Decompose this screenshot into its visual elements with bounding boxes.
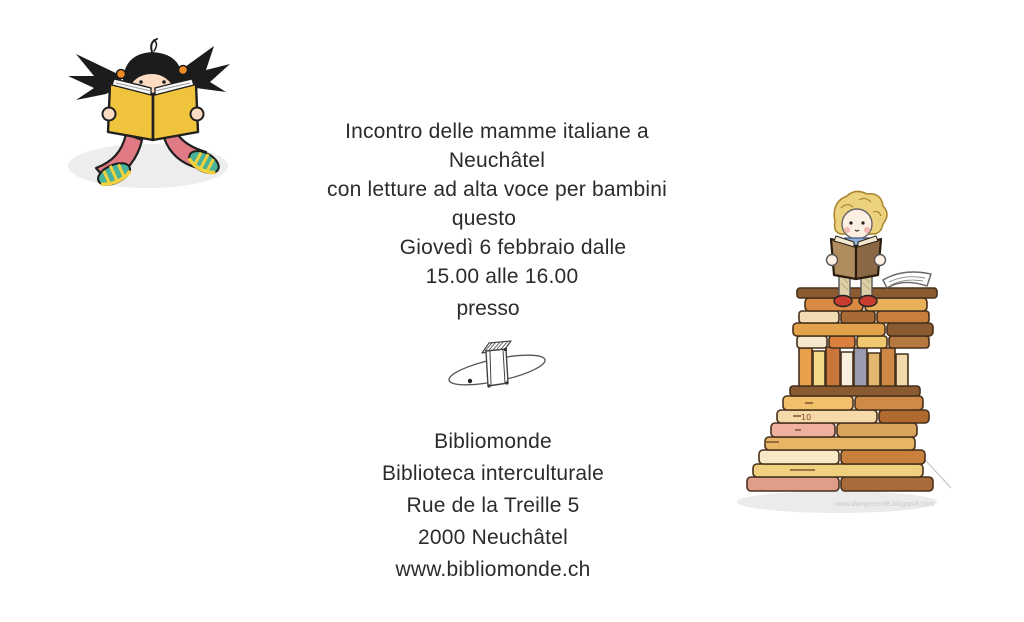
boy-on-book-stack-illustration	[735, 180, 955, 525]
venue-intro-text: presso	[456, 297, 520, 320]
girl-reading-icon	[64, 34, 232, 194]
girl-reading-illustration	[64, 34, 232, 194]
event-text-block	[297, 117, 697, 291]
venue-street: Rue de la Treille 5	[406, 494, 580, 517]
open-book-orbit-icon	[442, 336, 554, 398]
event-text-line: Incontro delle mamme italiane a Neuchâtel	[345, 120, 649, 172]
venue-website-text: www.bibliomonde.ch	[395, 558, 591, 581]
event-text-line: Giovedì 6 febbraio dalle	[399, 236, 627, 259]
venue-subtitle: Biblioteca interculturale	[381, 462, 605, 485]
venue-city: 2000 Neuchâtel	[418, 526, 568, 549]
event-text-line: questo	[451, 207, 517, 230]
boy-on-books-icon	[735, 180, 955, 525]
event-text-line: con letture ad alta voce per bambini	[327, 178, 667, 201]
bibliomonde-logo	[442, 336, 554, 398]
svg-text:10: 10	[801, 413, 812, 422]
venue-address-block	[293, 426, 693, 586]
illustration-watermark: www.dangerecole.blogspot.com	[835, 501, 934, 508]
event-text-line: 15.00 alle 16.00	[425, 265, 579, 288]
venue-name: Bibliomonde	[434, 430, 552, 453]
